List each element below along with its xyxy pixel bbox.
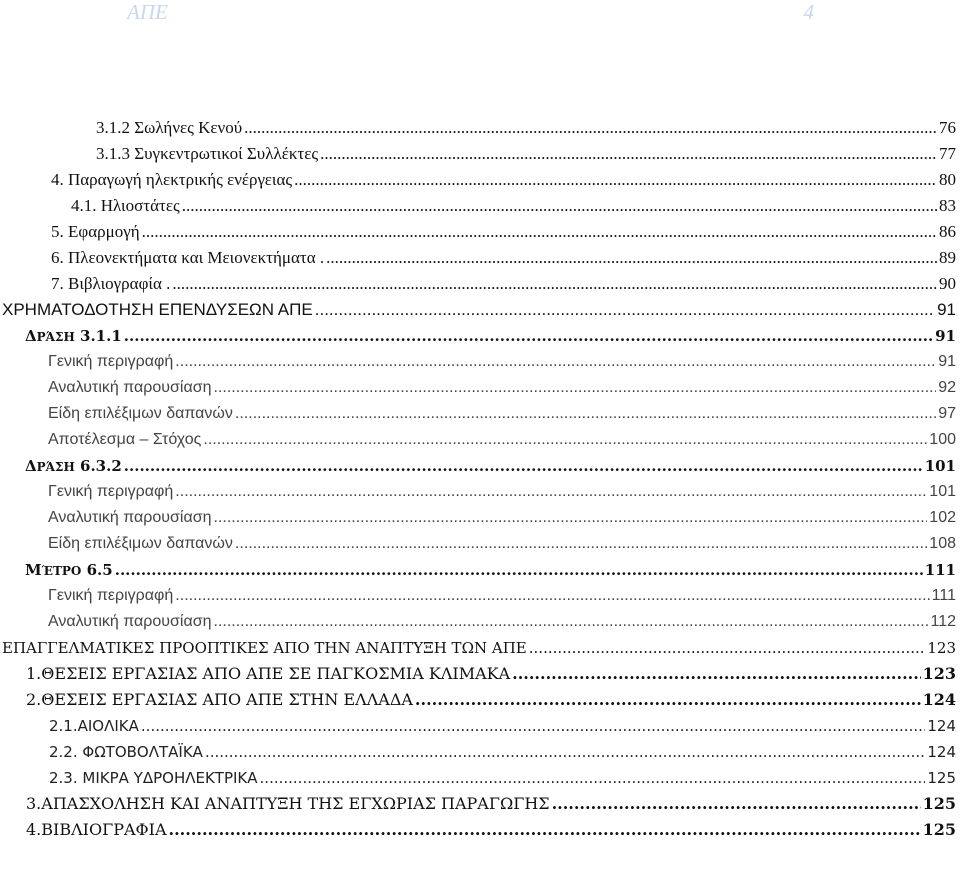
toc-entry[interactable] bbox=[0, 508, 958, 534]
toc-entry[interactable] bbox=[0, 456, 958, 482]
toc-entry-page: 83 bbox=[939, 196, 956, 215]
toc-entry[interactable] bbox=[0, 716, 958, 742]
toc-leader-dots bbox=[294, 170, 937, 190]
toc-entry-page: 92 bbox=[938, 379, 956, 396]
toc-entry-page: 123 bbox=[927, 639, 956, 657]
toc-entry[interactable] bbox=[0, 768, 958, 794]
toc-entry-label: 1.ΘΕΣΕΙΣ ΕΡΓΑΣΙΑΣ ΑΠΟ ΑΠΕ ΣΕ ΠΑΓΚΟΣΜΙΑ ΚΛΙΜΑΚΑ bbox=[26, 664, 511, 683]
toc-entry[interactable] bbox=[0, 118, 958, 144]
toc-leader-dots bbox=[169, 820, 921, 840]
toc-leader-dots bbox=[142, 222, 937, 242]
toc-leader-dots bbox=[175, 352, 936, 372]
toc-leader-dots bbox=[203, 430, 927, 450]
toc-entry-label: Είδη επιλέξιμων δαπανών bbox=[48, 535, 233, 552]
toc-leader-dots bbox=[235, 404, 936, 424]
toc-entry-page: 86 bbox=[939, 222, 956, 241]
toc-entry-label: ΧΡΗΜΑΤΟΔΟΤΗΣΗ ΕΠΕΝΔΥΣΕΩΝ ΑΠΕ bbox=[2, 300, 313, 319]
toc-entry[interactable] bbox=[0, 534, 958, 560]
toc-entry-page: 76 bbox=[939, 118, 956, 137]
toc-entry-label: Γενική περιγραφή bbox=[48, 587, 174, 604]
toc-entry[interactable] bbox=[0, 170, 958, 196]
toc-entry-page: 101 bbox=[924, 457, 956, 475]
toc-entry-label: Γενική περιγραφή bbox=[48, 353, 174, 370]
toc-entry-page: 80 bbox=[939, 170, 956, 189]
toc-leader-dots bbox=[320, 144, 937, 164]
toc-leader-dots bbox=[205, 742, 925, 762]
toc-entry-label: 3.ΑΠΑΣΧΟΛΗΣΗ ΚΑΙ ΑΝΑΠΤΥΞΗ ΤΗΣ ΕΓΧΩΡΙΑΣ ΠΑΡΑΓΩΓΗΣ bbox=[26, 794, 550, 813]
toc-entry-page: 111 bbox=[924, 561, 956, 579]
toc-leader-dots bbox=[172, 274, 937, 294]
toc-entry[interactable] bbox=[0, 820, 958, 846]
toc-entry-label: Αναλυτική παρουσίαση bbox=[48, 613, 212, 630]
toc-leader-dots bbox=[175, 586, 929, 606]
toc-entry-label: 4. Παραγωγή ηλεκτρικής ενέργειας bbox=[51, 170, 293, 189]
toc-leader-dots bbox=[124, 456, 923, 476]
toc-entry-page: 77 bbox=[939, 144, 956, 163]
toc-entry-label: Γενική περιγραφή bbox=[48, 483, 174, 500]
header-page-number: 4 bbox=[803, 0, 814, 24]
toc-entry-page: 125 bbox=[922, 820, 956, 839]
toc-entry[interactable] bbox=[0, 300, 958, 326]
toc-leader-dots bbox=[260, 768, 926, 788]
toc-entry-page: 90 bbox=[939, 274, 956, 293]
toc-entry-page: 124 bbox=[922, 690, 956, 709]
toc-leader-dots bbox=[182, 196, 937, 216]
toc-leader-dots bbox=[235, 534, 927, 554]
toc-entry-label: 5. Εφαρμογή bbox=[51, 222, 140, 241]
toc-entry[interactable] bbox=[0, 794, 958, 820]
toc-entry-label: Είδη επιλέξιμων δαπανών bbox=[48, 405, 233, 422]
toc-entry-page: 125 bbox=[927, 769, 956, 787]
toc-entry[interactable] bbox=[0, 144, 958, 170]
toc-entry-page: 91 bbox=[935, 327, 956, 345]
toc-entry-label: 3.1.3 Συγκεντρωτικοί Συλλέκτες bbox=[96, 144, 319, 163]
toc-entry-label: 2.ΘΕΣΕΙΣ ΕΡΓΑΣΙΑΣ ΑΠΟ ΑΠΕ ΣΤΗΝ ΕΛΛΑΔΑ bbox=[26, 690, 413, 709]
toc-entry-label: 7. Βιβλιογραφία . bbox=[51, 274, 171, 293]
toc-leader-dots bbox=[512, 664, 920, 684]
toc-entry-label: ΜΈΤΡΟ 6.5 bbox=[25, 561, 113, 579]
toc-entry-page: 102 bbox=[929, 509, 956, 526]
toc-entry-page: 89 bbox=[939, 248, 956, 267]
toc-leader-dots bbox=[115, 560, 923, 580]
toc-entry-label: 4.1. Ηλιοστάτες bbox=[71, 196, 180, 215]
toc-entry[interactable] bbox=[0, 274, 958, 300]
toc-entry-label: Αναλυτική παρουσίαση bbox=[48, 379, 212, 396]
toc-leader-dots bbox=[213, 378, 936, 398]
toc-entry-label: ΔΡΆΣΗ 3.1.1 bbox=[25, 327, 122, 345]
toc-entry[interactable] bbox=[0, 612, 958, 638]
toc-entry[interactable] bbox=[0, 482, 958, 508]
table-of-contents bbox=[0, 118, 960, 846]
toc-entry-label: 2.1.ΑΙΟΛΙΚΑ bbox=[49, 717, 139, 735]
toc-entry-label: 4.ΒΙΒΛΙΟΓΡΑΦΙΑ bbox=[26, 820, 167, 839]
toc-entry-page: 125 bbox=[922, 794, 956, 813]
toc-entry-page: 97 bbox=[938, 405, 956, 422]
toc-entry[interactable] bbox=[0, 378, 958, 404]
toc-entry[interactable] bbox=[0, 586, 958, 612]
toc-entry[interactable] bbox=[0, 326, 958, 352]
toc-entry-page: 91 bbox=[938, 353, 956, 370]
toc-leader-dots bbox=[213, 612, 928, 632]
toc-entry[interactable] bbox=[0, 352, 958, 378]
toc-entry-page: 108 bbox=[929, 535, 956, 552]
toc-entry[interactable] bbox=[0, 664, 958, 690]
toc-entry[interactable] bbox=[0, 248, 958, 274]
toc-entry-page: 112 bbox=[930, 613, 956, 630]
toc-entry[interactable] bbox=[0, 742, 958, 768]
toc-leader-dots bbox=[141, 716, 925, 736]
toc-entry-label: 3.1.2 Σωλήνες Κενού bbox=[96, 118, 243, 137]
toc-entry-page: 124 bbox=[927, 717, 956, 735]
toc-entry[interactable] bbox=[0, 690, 958, 716]
toc-entry-label: 6. Πλεονεκτήματα και Μειονεκτήματα . bbox=[51, 248, 325, 267]
toc-entry[interactable] bbox=[0, 560, 958, 586]
toc-entry[interactable] bbox=[0, 196, 958, 222]
toc-entry-page: 123 bbox=[922, 664, 956, 683]
header-title: ΑΠΕ bbox=[127, 0, 168, 24]
toc-leader-dots bbox=[124, 326, 933, 346]
toc-entry-label: ΕΠΑΓΓΕΛΜΑΤΙΚΕΣ ΠΡΟΟΠΤΙΚΕΣ ΑΠΟ ΤΗΝ ΑΝΑΠΤΥΞΗ ΤΩΝ ΑΠΕ bbox=[2, 639, 527, 657]
toc-entry-label: ΔΡΆΣΗ 6.3.2 bbox=[25, 457, 122, 475]
toc-leader-dots bbox=[326, 248, 937, 268]
toc-entry-page: 124 bbox=[927, 743, 956, 761]
toc-entry-label: 2.3. ΜΙΚΡΑ ΥΔΡΟΗΛΕΚΤΡΙΚΑ bbox=[49, 769, 258, 787]
toc-leader-dots bbox=[415, 690, 921, 710]
toc-entry[interactable] bbox=[0, 404, 958, 430]
page-header bbox=[0, 0, 960, 24]
toc-entry[interactable] bbox=[0, 638, 958, 664]
toc-entry-page: 91 bbox=[937, 300, 956, 319]
toc-entry-label: Αποτέλεσμα – Στόχος bbox=[48, 431, 202, 448]
toc-leader-dots bbox=[244, 118, 937, 138]
toc-entry-label: Αναλυτική παρουσίαση bbox=[48, 509, 212, 526]
toc-entry-page: 111 bbox=[931, 587, 956, 604]
toc-entry-page: 100 bbox=[929, 431, 956, 448]
toc-entry-page: 101 bbox=[929, 483, 956, 500]
toc-leader-dots bbox=[552, 794, 921, 814]
toc-leader-dots bbox=[529, 638, 926, 658]
toc-leader-dots bbox=[213, 508, 927, 528]
toc-leader-dots bbox=[315, 300, 935, 320]
toc-entry[interactable] bbox=[0, 430, 958, 456]
toc-leader-dots bbox=[175, 482, 927, 502]
toc-entry[interactable] bbox=[0, 222, 958, 248]
toc-entry-label: 2.2. ΦΩΤΟΒΟΛΤΑΪΚΑ bbox=[49, 743, 203, 761]
